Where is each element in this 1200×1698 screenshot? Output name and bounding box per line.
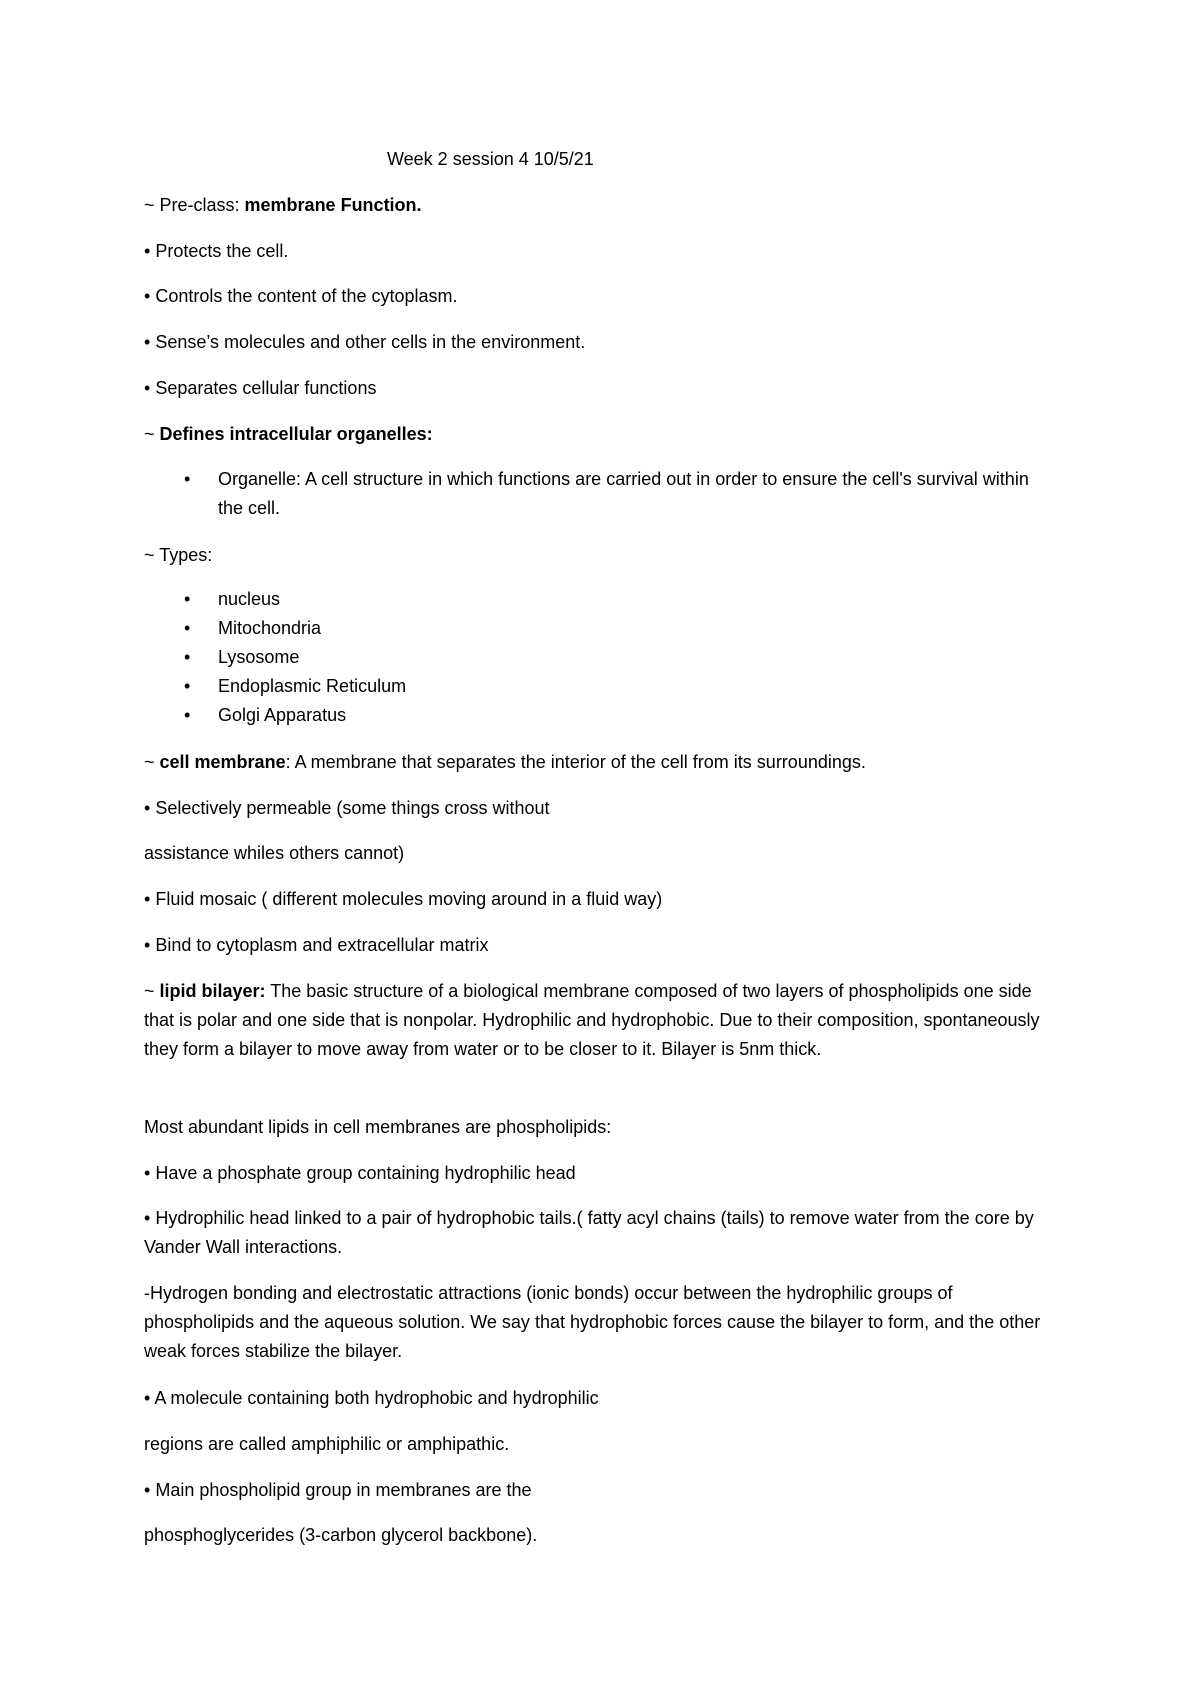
bullet-glyph: • [184, 676, 191, 696]
cell-membrane-point [144, 931, 488, 960]
lipid-lead: ~ [144, 981, 160, 1001]
phospholipid-continuation: regions are called amphiphilic or amphipathic. [144, 1434, 510, 1454]
cell-membrane-continuation: assistance whiles others cannot) [144, 843, 405, 863]
bullet-glyph: • [144, 1163, 151, 1183]
point-text: Fluid mosaic ( different molecules moving around in a fluid way) [155, 889, 663, 909]
point-text: Bind to cytoplasm and extracellular matrix [155, 935, 489, 955]
bullet-glyph: • [184, 647, 191, 667]
phospholipid-point [144, 1204, 1064, 1262]
bullet-glyph: • [144, 798, 151, 818]
preclass-lead: ~ Pre-class: [144, 195, 245, 215]
organelles-lead: ~ [144, 424, 160, 444]
bullet-glyph: • [184, 589, 191, 609]
type-item-lysosome: Lysosome [218, 647, 300, 667]
phospholipids-intro: Most abundant lipids in cell membranes are phospholipids: [144, 1117, 612, 1137]
preclass-item [144, 374, 376, 403]
types-label: ~ Types: [144, 545, 213, 565]
organelles-heading-text: Defines intracellular organelles: [159, 424, 433, 444]
lipid-bilayer-paragraph [144, 977, 1064, 1064]
bullet-glyph: • [144, 1480, 151, 1500]
type-item-er: Endoplasmic Reticulum [218, 676, 407, 696]
bullet-glyph: • [144, 332, 151, 352]
organelle-definition: Organelle: A cell structure in which functions are carried out in order to ensure the cell's survival within the cell. [218, 469, 1029, 518]
bullet-glyph: • [144, 1388, 151, 1408]
cell-membrane-text: : A membrane that separates the interior of the cell from its surroundings. [285, 752, 866, 772]
preclass-item-text: Protects the cell. [155, 241, 289, 261]
phospholipid-point [144, 1476, 532, 1505]
preclass-item [144, 237, 288, 266]
preclass-heading [144, 191, 422, 220]
point-text: Hydrophilic head linked to a pair of hydrophobic tails.( fatty acyl chains (tails) to remove water from the core by Vander Wall interactions. [144, 1208, 1034, 1257]
preclass-item [144, 328, 585, 357]
page-title: Week 2 session 4 10/5/21 [387, 149, 594, 169]
preclass-item-text: Sense’s molecules and other cells in the environment. [155, 332, 586, 352]
bullet-glyph: • [144, 286, 151, 306]
type-item-mitochondria: Mitochondria [218, 618, 322, 638]
type-item-nucleus: nucleus [218, 589, 281, 609]
phospholipid-continuation: phosphoglycerides (3-carbon glycerol backbone). [144, 1525, 538, 1545]
phospholipid-point [144, 1384, 599, 1413]
organelles-heading [144, 420, 433, 449]
type-item-golgi: Golgi Apparatus [218, 705, 347, 725]
cell-membrane-lead: ~ [144, 752, 160, 772]
cell-membrane-point [144, 794, 550, 823]
bullet-glyph: • [144, 1208, 151, 1228]
phospholipid-point [144, 1159, 576, 1188]
hydrogen-bonding-paragraph: -Hydrogen bonding and electrostatic attractions (ionic bonds) occur between the hydrophilic groups of phospholipids and the aqueous solution. We say that hydrophobic forces cause the bilayer to form, and the other weak forces stabilize the bilayer. [144, 1283, 1041, 1361]
preclass-heading-text: membrane Function. [244, 195, 422, 215]
cell-membrane-point [144, 885, 662, 914]
lipid-text: The basic structure of a biological membrane composed of two layers of phospholipids one side that is polar and one side that is nonpolar. Hydrophilic and hydrophobic. Due to their composition, spontaneously they form a bilayer to move away from water or to be closer to it. Bilayer is 5nm thick. [144, 981, 1040, 1059]
bullet-glyph: • [144, 935, 151, 955]
point-text: Main phospholipid group in membranes are the [155, 1480, 532, 1500]
bullet-glyph: • [144, 241, 151, 261]
cell-membrane-definition [144, 748, 866, 777]
point-text: Selectively permeable (some things cross without [155, 798, 550, 818]
point-text: A molecule containing both hydrophobic and hydrophilic [154, 1388, 599, 1408]
bullet-glyph: • [144, 378, 151, 398]
bullet-glyph: • [184, 705, 191, 725]
preclass-item-text: Separates cellular functions [155, 378, 377, 398]
preclass-item-text: Controls the content of the cytoplasm. [155, 286, 458, 306]
bullet-glyph: • [144, 889, 151, 909]
bullet-glyph: • [184, 618, 191, 638]
bullet-glyph: • [184, 469, 191, 489]
preclass-item [144, 282, 458, 311]
lipid-term: lipid bilayer: [159, 981, 266, 1001]
cell-membrane-term: cell membrane [159, 752, 286, 772]
point-text: Have a phosphate group containing hydrophilic head [155, 1163, 576, 1183]
